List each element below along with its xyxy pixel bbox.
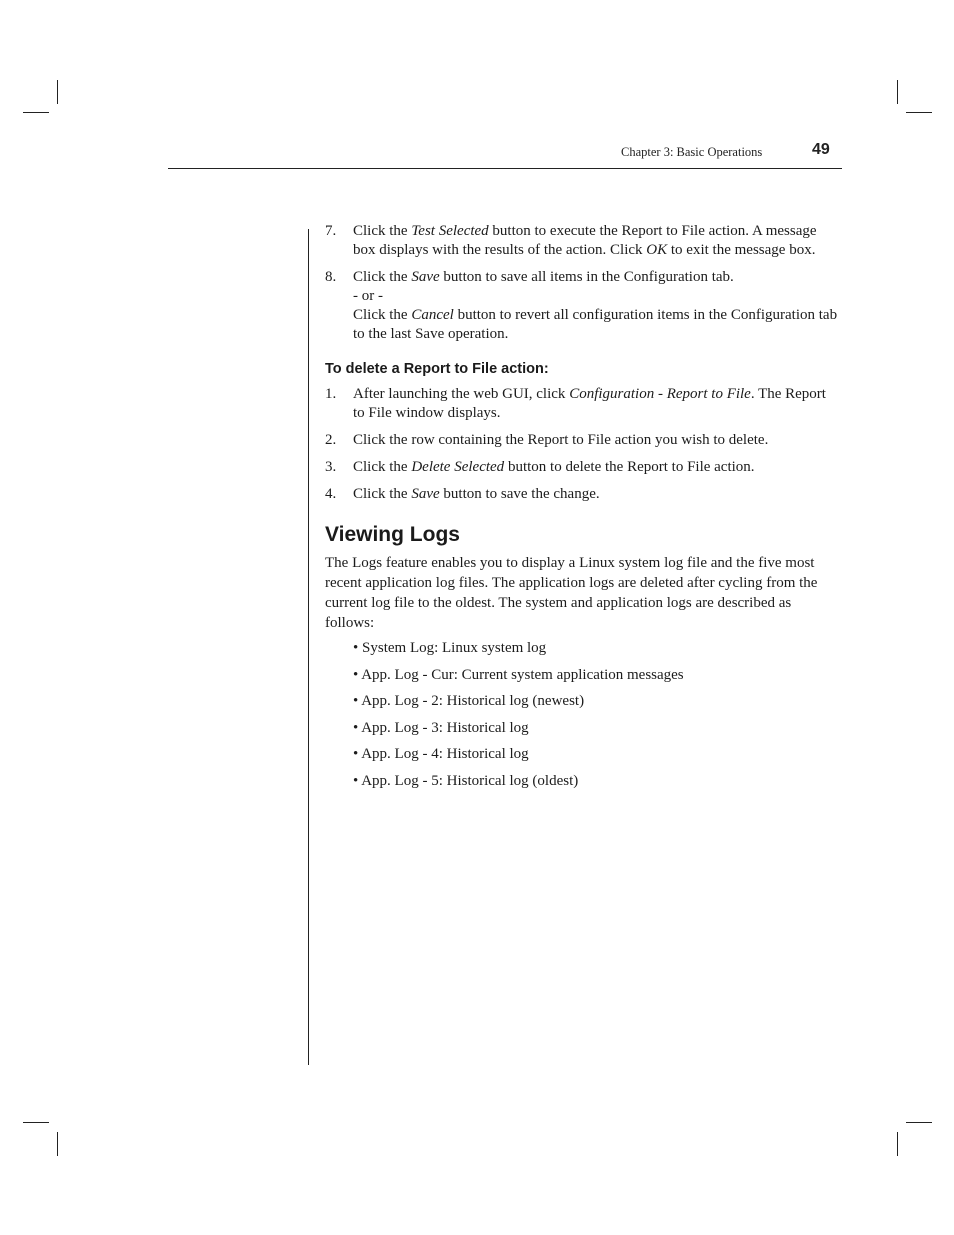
bullet: •: [353, 772, 359, 789]
or-separator: - or -: [353, 288, 383, 304]
button-reference: Save: [411, 269, 440, 285]
page-content: [325, 222, 840, 798]
step-number: 1.: [325, 386, 337, 402]
crop-mark: [23, 112, 49, 113]
step-text: Click the Save button to save all items in the Configuration tab.: [353, 269, 734, 285]
crop-mark: [897, 1132, 898, 1156]
crop-mark: [897, 80, 898, 104]
crop-mark: [57, 80, 58, 104]
step-item: 2. Click the row containing the Report to File action you wish to delete.: [325, 432, 769, 448]
procedure-heading: To delete a Report to File action:: [325, 361, 549, 377]
step-item: 1. After launching the web GUI, click Configuration - Report to File. The Report to File window displays.: [325, 386, 826, 421]
crop-mark: [57, 1132, 58, 1156]
chapter-title: Chapter 3: Basic Operations: [621, 145, 763, 159]
crop-mark: [23, 1122, 49, 1123]
margin-rule: [308, 229, 309, 1065]
section-intro: The Logs feature enables you to display a Linux system log file and the five most recent application log files. The application logs are deleted after cycling from the current log file to the oldest. The system and application logs are described as follows:: [325, 555, 818, 631]
step-item: 3. Click the Delete Selected button to delete the Report to File action.: [325, 459, 755, 475]
crop-mark: [906, 1122, 932, 1123]
list-item: • App. Log - Cur: Current system application messages: [353, 666, 684, 683]
bullet: •: [353, 693, 359, 709]
list-item: • App. Log - 4: Historical log: [353, 746, 529, 762]
step-number: 8.: [325, 269, 337, 285]
list-item: • App. Log - 5: Historical log (oldest): [353, 772, 579, 789]
button-reference: OK: [646, 242, 668, 258]
list-item: • App. Log - 2: Historical log (newest): [353, 693, 585, 709]
list-item: • App. Log - 3: Historical log: [353, 719, 529, 736]
bullet: •: [353, 640, 359, 656]
list-item: • System Log: Linux system log: [353, 640, 547, 656]
page-number: 49: [812, 141, 830, 158]
menu-reference: Configuration - Report to File: [569, 386, 751, 402]
section-title: Viewing Logs: [325, 523, 460, 546]
step-item: 7. Click the Test Selected button to execute the Report to File action. A message box displays with the results of the action. Click OK to exit the message box.: [325, 223, 817, 258]
crop-mark: [906, 112, 932, 113]
header-rule: [168, 168, 842, 169]
button-reference: Save: [411, 486, 440, 502]
step-number: 2.: [325, 432, 337, 448]
bullet: •: [353, 719, 359, 736]
bullet: •: [353, 666, 359, 683]
button-reference: Delete Selected: [411, 459, 505, 475]
step-number: 3.: [325, 459, 337, 475]
bullet: •: [353, 746, 359, 762]
button-reference: Test Selected: [411, 223, 489, 239]
step-item: [325, 268, 840, 344]
step-text: Click the Cancel button to revert all configuration items in the Configuration tab to the last Save operation.: [353, 307, 838, 342]
step-number: 4.: [325, 486, 337, 502]
step-number: 7.: [325, 223, 337, 239]
button-reference: Cancel: [411, 307, 454, 323]
step-item: 4. Click the Save button to save the change.: [325, 486, 600, 502]
